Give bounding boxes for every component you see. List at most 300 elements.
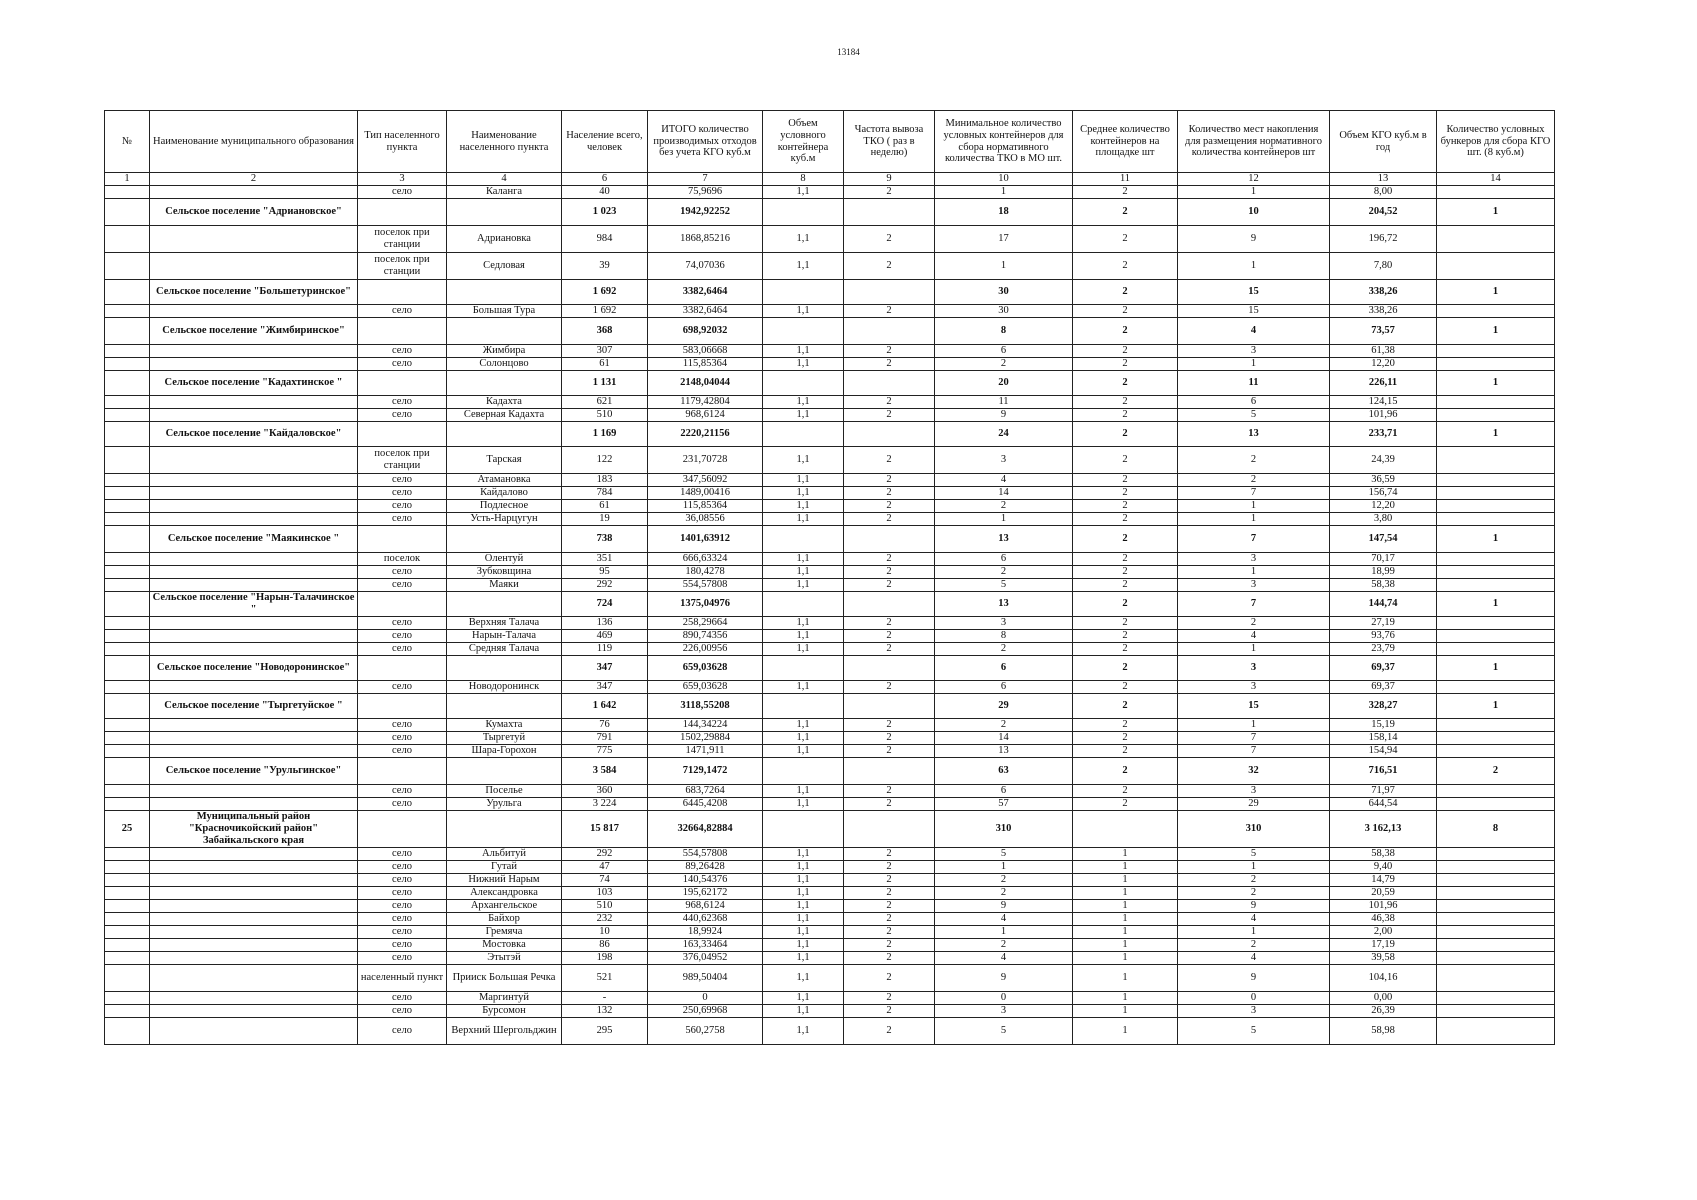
table-cell [105,1005,150,1018]
table-cell: 9 [935,409,1073,422]
table-cell: Сельское поселение "Жимбиринское" [150,318,358,345]
table-cell: 791 [562,732,648,745]
table-cell [150,913,358,926]
table-cell: 2 [1073,487,1178,500]
table-row [105,474,1555,487]
table-row [105,345,1555,358]
table-cell [358,199,447,226]
table-cell: 7129,1472 [648,758,763,785]
table-cell: 7 [1178,745,1330,758]
table-cell: 2 [844,396,935,409]
table-cell: 58,98 [1330,1018,1437,1045]
table-cell [150,643,358,656]
table-cell [447,526,562,553]
table-cell [1437,474,1555,487]
table-cell: 7 [1178,732,1330,745]
table-cell [105,861,150,874]
table-row [105,939,1555,952]
table-cell: 2 [935,358,1073,371]
table-cell: 61 [562,358,648,371]
table-row [105,186,1555,199]
table-cell: село [358,732,447,745]
table-cell [150,513,358,526]
table-cell: 376,04952 [648,952,763,965]
table-cell: 2 [844,952,935,965]
table-cell [844,371,935,396]
table-cell: 2 [1178,939,1330,952]
table-cell: 2 [844,447,935,474]
table-cell: 258,29664 [648,617,763,630]
column-header: Количество условных бункеров для сбора КГО шт. (8 куб.м) [1437,111,1555,173]
table-cell [105,305,150,318]
table-cell: село [358,785,447,798]
page-number: 13184 [837,47,860,57]
table-cell: 9 [935,900,1073,913]
table-cell: Сельское поселение "Маякинское " [150,526,358,553]
table-cell: Кадахта [447,396,562,409]
table-cell: 23,79 [1330,643,1437,656]
table-cell: 3 224 [562,798,648,811]
table-cell [1437,798,1555,811]
table-cell: 70,17 [1330,553,1437,566]
table-cell: 1,1 [763,848,844,861]
table-cell [105,992,150,1005]
table-cell: 2 [935,643,1073,656]
table-cell: 328,27 [1330,694,1437,719]
table-cell: 984 [562,226,648,253]
table-cell: 76 [562,719,648,732]
table-cell: 659,03628 [648,681,763,694]
table-cell: 8 [935,630,1073,643]
table-cell [150,965,358,992]
table-cell [105,409,150,422]
table-cell: Сельское поселение "Кадахтинское " [150,371,358,396]
table-cell: 1 [1073,913,1178,926]
table-cell [150,345,358,358]
table-cell [150,579,358,592]
table-cell [150,745,358,758]
table-cell: 27,19 [1330,617,1437,630]
table-cell: 158,14 [1330,732,1437,745]
table-cell: 101,96 [1330,900,1437,913]
table-row [105,396,1555,409]
table-cell: 36,08556 [648,513,763,526]
table-row [105,579,1555,592]
table-cell: Тыргетуй [447,732,562,745]
column-header: Объем КГО куб.м в год [1330,111,1437,173]
table-cell [105,848,150,861]
subtotal-row [105,592,1555,617]
table-cell [1437,617,1555,630]
table-cell: Нижний Нарым [447,874,562,887]
table-cell: 1 [1178,186,1330,199]
table-cell [150,952,358,965]
table-cell: 510 [562,409,648,422]
table-cell [105,798,150,811]
table-cell [1437,186,1555,199]
table-cell: 1,1 [763,358,844,371]
table-cell: 58,38 [1330,848,1437,861]
table-cell: 2 [1073,630,1178,643]
table-cell [447,280,562,305]
table-cell: 510 [562,900,648,913]
table-cell: село [358,848,447,861]
table-row [105,643,1555,656]
table-cell: 24,39 [1330,447,1437,474]
table-cell: 1 [1073,900,1178,913]
table-cell: 195,62172 [648,887,763,900]
table-cell: село [358,900,447,913]
table-cell: Бурсомон [447,1005,562,1018]
table-cell: Маргинтуй [447,992,562,1005]
table-cell: 232 [562,913,648,926]
table-cell [1437,719,1555,732]
table-cell: 3 [935,617,1073,630]
table-cell [1437,500,1555,513]
table-cell [358,694,447,719]
table-cell: 1401,63912 [648,526,763,553]
table-cell: 360 [562,785,648,798]
table-cell: 2 [1073,732,1178,745]
table-row [105,409,1555,422]
table-cell: 8,00 [1330,186,1437,199]
table-cell: 15 [1178,280,1330,305]
table-cell [150,785,358,798]
table-cell [105,186,150,199]
table-cell: 0 [935,992,1073,1005]
table-row [105,719,1555,732]
table-cell: 6 [935,681,1073,694]
table-cell: 154,94 [1330,745,1437,758]
table-cell [150,396,358,409]
table-cell [150,798,358,811]
table-cell: 9 [935,965,1073,992]
column-number: 14 [1437,173,1555,186]
table-cell [358,371,447,396]
table-cell: 368 [562,318,648,345]
table-cell: 2 [1073,280,1178,305]
table-cell [150,900,358,913]
table-cell: 1 692 [562,280,648,305]
table-cell [150,630,358,643]
table-cell: Кайдалово [447,487,562,500]
table-cell [763,694,844,719]
table-cell: 440,62368 [648,913,763,926]
table-cell: Шара-Горохон [447,745,562,758]
table-row [105,785,1555,798]
table-cell: 469 [562,630,648,643]
table-cell [105,513,150,526]
table-cell: 1 [1437,694,1555,719]
table-cell: 93,76 [1330,630,1437,643]
table-cell: 2220,21156 [648,422,763,447]
table-cell [150,1018,358,1045]
table-cell: 698,92032 [648,318,763,345]
table-cell: 17 [935,226,1073,253]
table-cell: 39,58 [1330,952,1437,965]
table-cell: 1 [1437,371,1555,396]
table-cell: село [358,926,447,939]
table-cell: село [358,513,447,526]
table-cell: 1,1 [763,732,844,745]
table-cell: 738 [562,526,648,553]
table-row [105,617,1555,630]
table-row [105,887,1555,900]
table-cell [105,939,150,952]
table-cell: Адриановка [447,226,562,253]
table-cell: село [358,939,447,952]
table-row [105,913,1555,926]
table-cell: Мостовка [447,939,562,952]
table-cell: 2 [1073,592,1178,617]
table-cell: Олентуй [447,553,562,566]
table-cell: 554,57808 [648,848,763,861]
table-cell: 29 [1178,798,1330,811]
table-cell [150,253,358,280]
table-cell: 1,1 [763,186,844,199]
table-cell: 36,59 [1330,474,1437,487]
table-cell: 12,20 [1330,500,1437,513]
table-cell [1437,409,1555,422]
table-cell: 2 [1073,447,1178,474]
table-cell: 2 [1073,513,1178,526]
table-cell: 1 [1178,500,1330,513]
table-cell [105,745,150,758]
table-cell: 1942,92252 [648,199,763,226]
table-cell: 9,40 [1330,861,1437,874]
table-cell: 24 [935,422,1073,447]
table-cell: 7,80 [1330,253,1437,280]
table-cell [844,199,935,226]
table-cell: 132 [562,1005,648,1018]
table-cell: 7 [1178,526,1330,553]
table-cell: 1 [1437,422,1555,447]
table-cell: 26,39 [1330,1005,1437,1018]
table-cell: 2 [1073,745,1178,758]
table-cell: 183 [562,474,648,487]
table-cell: Седловая [447,253,562,280]
table-cell: 1,1 [763,617,844,630]
table-cell: Усть-Нарцугун [447,513,562,526]
table-cell: Верхняя Талача [447,617,562,630]
table-cell: 2 [935,887,1073,900]
table-cell: Жимбира [447,345,562,358]
table-cell: 351 [562,553,648,566]
table-cell: Северная Кадахта [447,409,562,422]
table-cell: 2 [844,186,935,199]
table-cell: 2 [1073,409,1178,422]
table-cell: 968,6124 [648,409,763,422]
table-cell: Урульга [447,798,562,811]
table-row [105,861,1555,874]
table-cell: 2 [844,785,935,798]
table-cell: 1 [1073,952,1178,965]
table-cell [447,371,562,396]
table-row [105,874,1555,887]
table-cell: село [358,643,447,656]
table-cell: 1 [1073,887,1178,900]
table-cell: 775 [562,745,648,758]
table-row [105,513,1555,526]
table-cell: 1,1 [763,643,844,656]
table-cell: 5 [1178,1018,1330,1045]
table-cell: село [358,474,447,487]
table-cell [150,732,358,745]
table-cell: 2 [1073,500,1178,513]
table-cell: 2 [844,409,935,422]
table-cell: 5 [935,1018,1073,1045]
table-cell: 1,1 [763,1005,844,1018]
table-cell: 5 [935,579,1073,592]
table-cell [105,358,150,371]
table-cell [844,758,935,785]
table-cell: 3 [935,1005,1073,1018]
table-cell: 2 [1073,785,1178,798]
table-cell [105,447,150,474]
table-cell: 2 [844,500,935,513]
table-cell [150,553,358,566]
table-cell [105,199,150,226]
table-cell: 6 [935,656,1073,681]
table-cell: Сельское поселение "Кайдаловское" [150,422,358,447]
table-cell: 2 [1073,474,1178,487]
table-cell: 17,19 [1330,939,1437,952]
table-cell: 69,37 [1330,681,1437,694]
table-cell: 3,80 [1330,513,1437,526]
table-cell: Этытэй [447,952,562,965]
table-cell: 2 [844,1018,935,1045]
table-cell: 6445,4208 [648,798,763,811]
table-cell [844,656,935,681]
table-cell: 4 [1178,318,1330,345]
table-body [105,186,1555,1045]
table-cell: 2 [1073,553,1178,566]
table-cell: 25 [105,811,150,848]
table-cell [1437,785,1555,798]
table-cell: 1,1 [763,719,844,732]
table-cell [844,318,935,345]
table-cell: 2 [1178,887,1330,900]
table-cell: 1 169 [562,422,648,447]
table-cell: 32664,82884 [648,811,763,848]
table-cell [150,566,358,579]
column-number: 11 [1073,173,1178,186]
column-number: 13 [1330,173,1437,186]
table-cell: 890,74356 [648,630,763,643]
table-cell [105,318,150,345]
table-cell [150,926,358,939]
column-header: Количество мест накопления для размещения нормативного количества контейнеров шт [1178,111,1330,173]
table-cell: 2 [1073,656,1178,681]
table-cell [105,371,150,396]
table-row [105,305,1555,318]
table-cell: 2 [1073,345,1178,358]
table-cell: 1 [1437,318,1555,345]
table-cell: 3 [1178,656,1330,681]
table-cell: 18 [935,199,1073,226]
table-cell: 1,1 [763,939,844,952]
table-row [105,500,1555,513]
table-cell: 140,54376 [648,874,763,887]
waste-collection-table [104,110,1555,1045]
table-cell: 4 [935,952,1073,965]
table-cell [763,422,844,447]
table-cell: 3 [1178,1005,1330,1018]
table-cell: 1,1 [763,900,844,913]
table-cell [1437,553,1555,566]
table-cell: 29 [935,694,1073,719]
table-cell: 1 [1178,566,1330,579]
table-cell: 2 [1178,617,1330,630]
table-cell [358,526,447,553]
table-cell: 103 [562,887,648,900]
table-cell: 122 [562,447,648,474]
table-cell: - [562,992,648,1005]
table-cell: 233,71 [1330,422,1437,447]
subtotal-row [105,280,1555,305]
subtotal-row [105,318,1555,345]
table-row [105,253,1555,280]
table-cell: 338,26 [1330,305,1437,318]
table-cell: 20,59 [1330,887,1437,900]
table-cell: 560,2758 [648,1018,763,1045]
table-cell: 2 [844,848,935,861]
table-cell: село [358,487,447,500]
table-cell: 104,16 [1330,965,1437,992]
table-cell: 1,1 [763,630,844,643]
table-cell [358,811,447,848]
table-cell [105,253,150,280]
table-cell: 1,1 [763,745,844,758]
table-cell: 2 [1178,474,1330,487]
table-cell: 156,74 [1330,487,1437,500]
table-cell: 9 [1178,226,1330,253]
table-cell: 86 [562,939,648,952]
table-cell [105,785,150,798]
table-cell: 9 [1178,965,1330,992]
table-cell: 2 [1073,694,1178,719]
table-cell: 1 [1437,199,1555,226]
table-cell: Атамановка [447,474,562,487]
table-cell: 124,15 [1330,396,1437,409]
table-cell [105,694,150,719]
table-cell [105,874,150,887]
table-cell: 2 [844,887,935,900]
table-cell: 1 [1073,1005,1178,1018]
table-cell: 989,50404 [648,965,763,992]
table-row [105,447,1555,474]
table-cell: 583,06668 [648,345,763,358]
table-cell [105,630,150,643]
table-cell [1437,1005,1555,1018]
table-cell: поселок при станции [358,447,447,474]
table-cell [1437,913,1555,926]
table-cell: 2 [844,630,935,643]
table-cell: 4 [935,474,1073,487]
table-cell [150,617,358,630]
table-cell: 10 [562,926,648,939]
table-cell: 20 [935,371,1073,396]
table-cell: 163,33464 [648,939,763,952]
table-cell: 4 [935,913,1073,926]
table-cell [105,345,150,358]
table-header [105,111,1555,186]
table-cell: 1 [1437,280,1555,305]
table-cell: село [358,874,447,887]
table-cell: 3 [1178,345,1330,358]
table-cell [105,758,150,785]
table-cell: 2 [844,965,935,992]
